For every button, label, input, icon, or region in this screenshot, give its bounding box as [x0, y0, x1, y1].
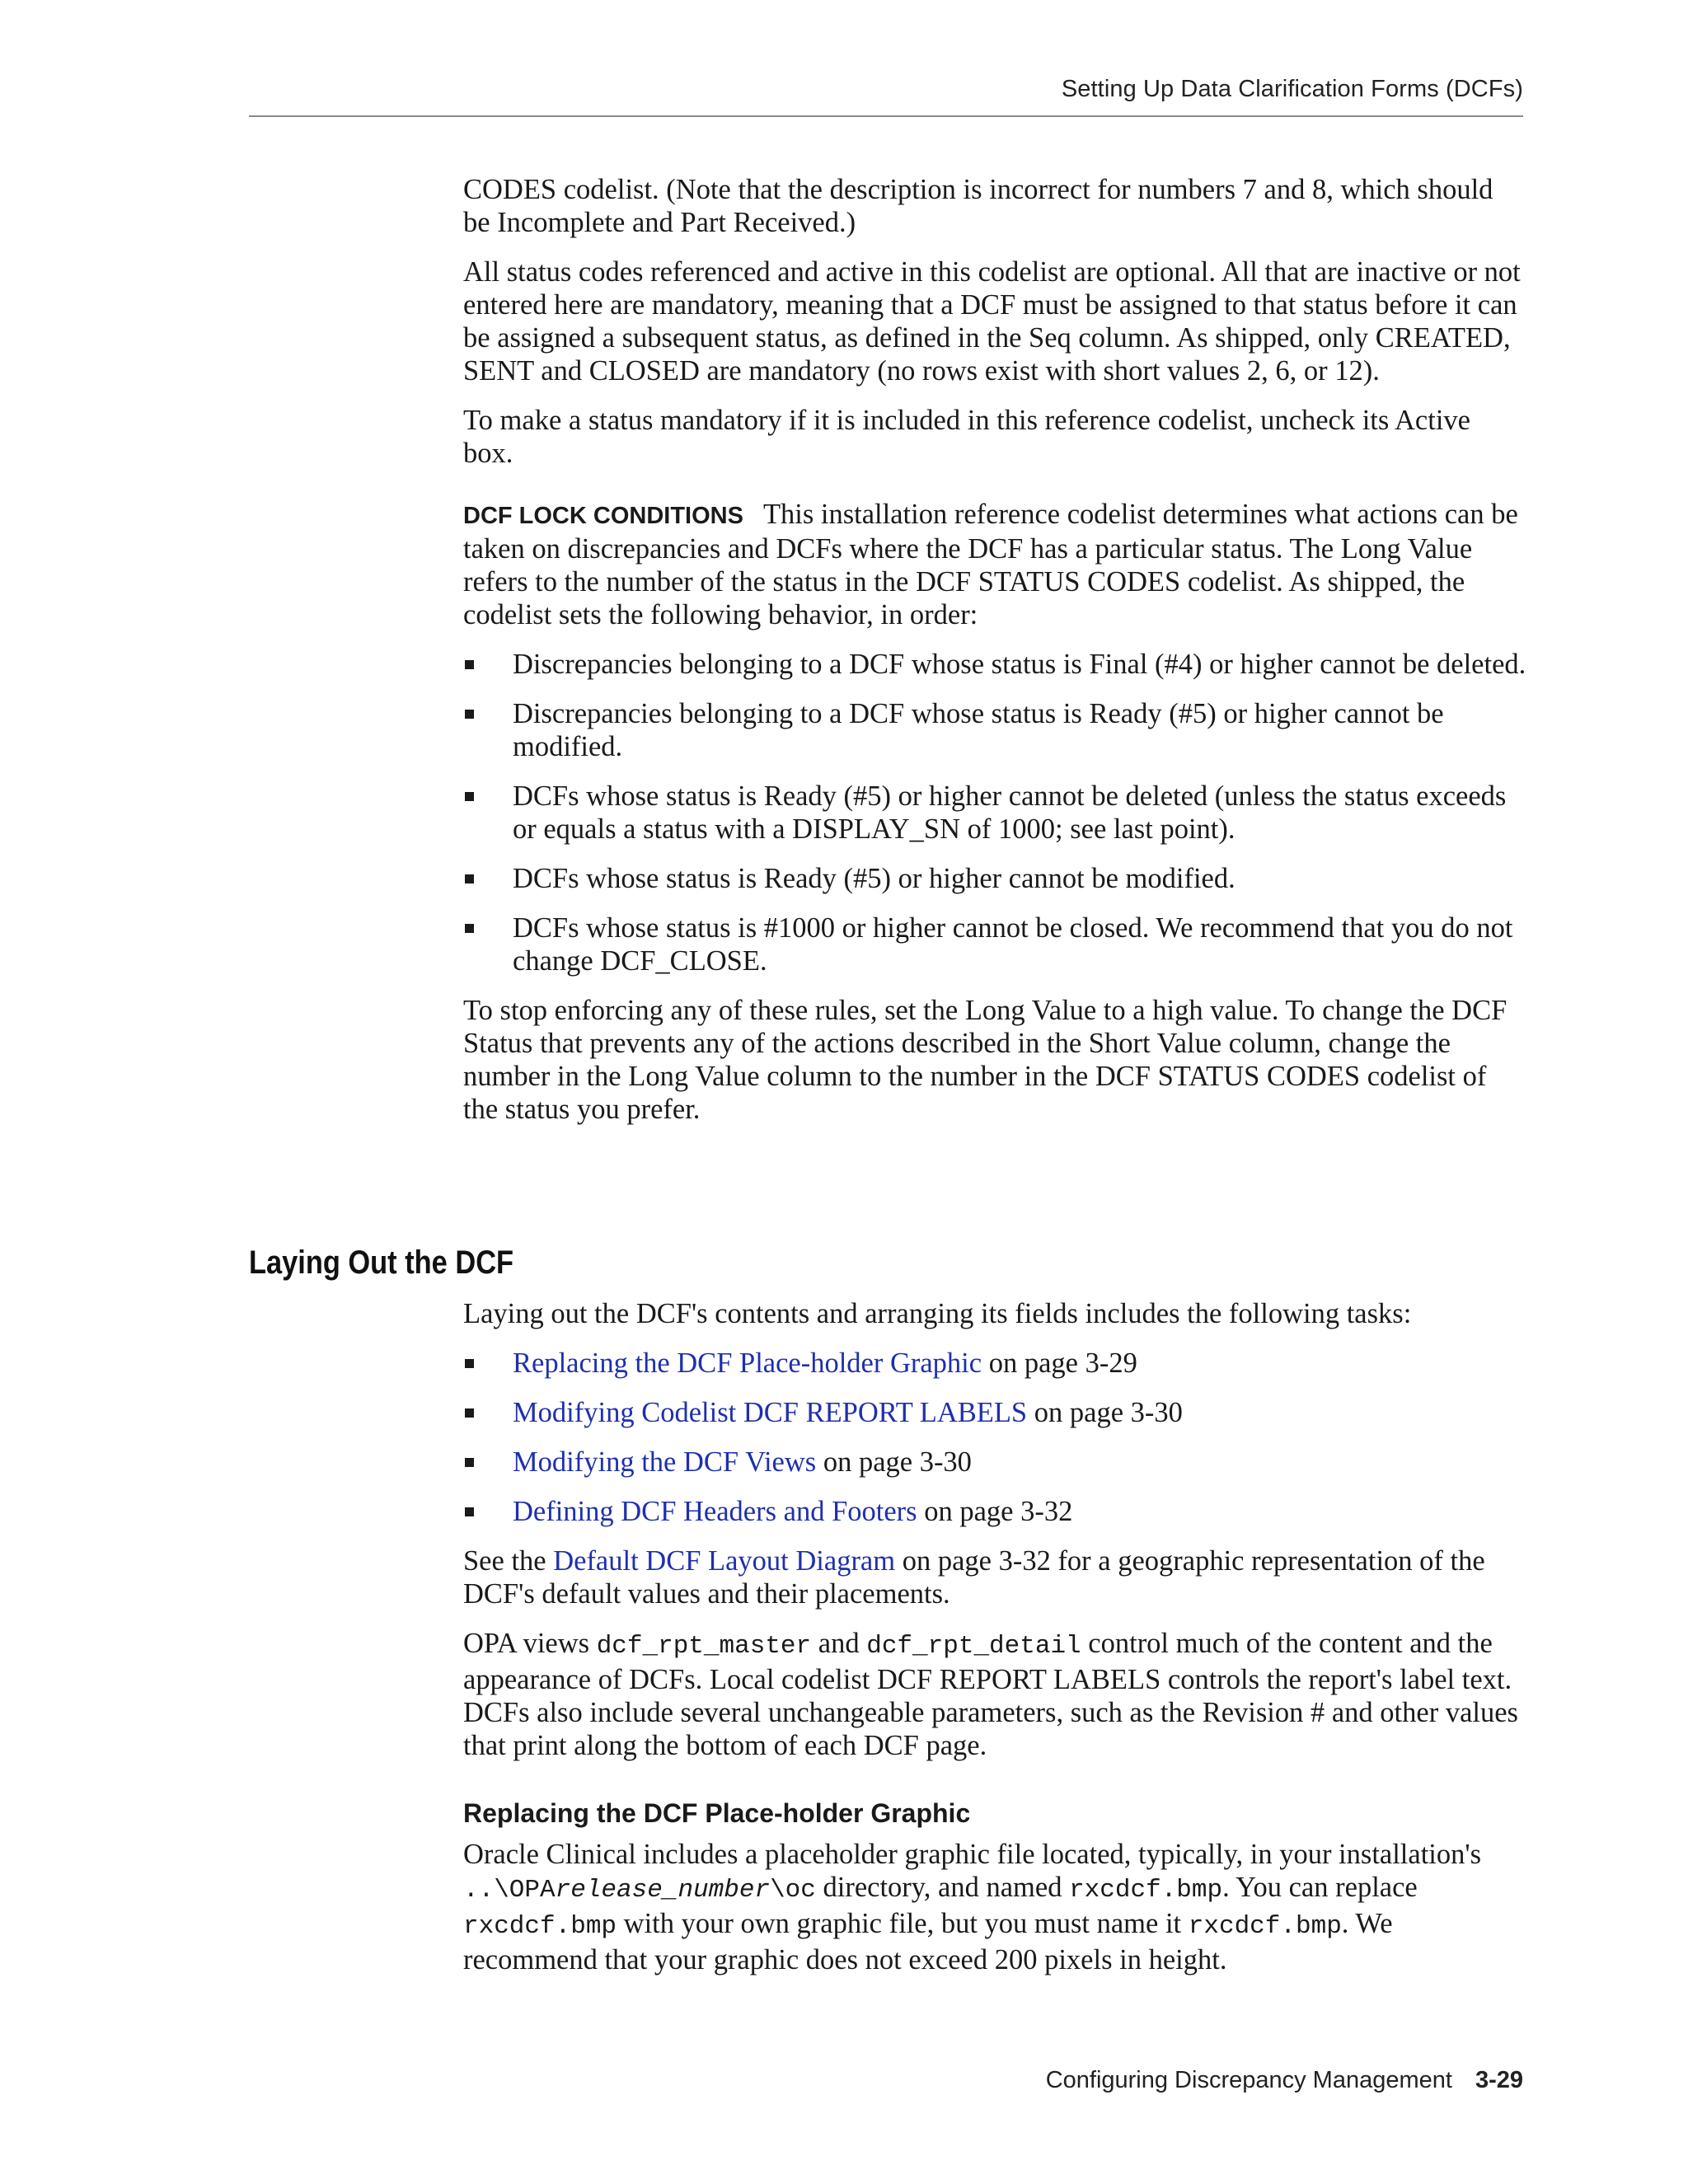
list-item-text: Discrepancies belonging to a DCF whose status is Final (#4) or higher cannot be deleted. [513, 649, 1526, 680]
link-report-labels[interactable]: Modifying Codelist DCF REPORT LABELS [513, 1397, 1028, 1428]
square-bullet-icon [465, 792, 474, 801]
footer-chapter-title: Configuring Discrepancy Management [1045, 2067, 1452, 2093]
paragraph-see-layout [463, 1544, 1526, 1610]
link-replacing-graphic[interactable]: Replacing the DCF Place-holder Graphic [513, 1347, 982, 1379]
square-bullet-icon [465, 1507, 474, 1516]
upper-body [463, 173, 1526, 1142]
list-item-text: DCFs whose status is #1000 or higher cannot be closed. We recommend that you do not change DCF_CLOSE. [513, 912, 1513, 977]
path-variable: release_number [555, 1876, 771, 1905]
square-bullet-icon [465, 1408, 474, 1418]
page-ref: on page 3-32 [917, 1496, 1073, 1527]
running-header: Setting Up Data Clarification Forms (DCFs) [1061, 76, 1523, 102]
paragraph-placeholder-graphic [463, 1838, 1526, 1976]
list-item [463, 1396, 1526, 1429]
code-view-master: dcf_rpt_master [596, 1632, 812, 1661]
code-view-detail: dcf_rpt_detail [866, 1632, 1081, 1661]
text-fragment: Oracle Clinical includes a placeholder graphic file located, typically, in your installation's [463, 1839, 1482, 1870]
text-fragment: and [811, 1628, 867, 1659]
list-item-text: DCFs whose status is Ready (#5) or higher cannot be modified. [513, 863, 1236, 894]
page-ref: on page 3-30 [1027, 1397, 1183, 1428]
list-item [463, 1446, 1526, 1479]
code-directory-path [463, 1876, 816, 1905]
list-item-text: Discrepancies belonging to a DCF whose status is Ready (#5) or higher cannot be modified. [513, 698, 1444, 762]
list-item [463, 862, 1526, 895]
text-fragment: control much of the content and the appearance of DCFs. Local codelist DCF REPORT LABELS controls the report's label text. DCFs also include several unchangeable parameters, such as the Revision # and other values that print along the bottom of each DCF page. [463, 1628, 1518, 1761]
subsection-title: Replacing the DCF Place-holder Graphic [463, 1798, 971, 1828]
list-item [463, 1495, 1526, 1528]
lock-conditions-list [463, 648, 1526, 977]
list-item [463, 697, 1526, 763]
text-fragment: . You can replace [1222, 1872, 1418, 1903]
link-default-layout-diagram[interactable]: Default DCF Layout Diagram [553, 1545, 896, 1577]
text-fragment: with your own graphic file, but you must name it [617, 1908, 1189, 1939]
paragraph-codes-note: CODES codelist. (Note that the description is incorrect for numbers 7 and 8, which should be Incomplete and Part Received.) [463, 174, 1493, 238]
page-footer [1046, 2067, 1523, 2094]
list-item [463, 1347, 1526, 1380]
page-ref: on page 3-30 [816, 1446, 972, 1478]
page-number: 3-29 [1475, 2067, 1523, 2093]
section-title: Laying Out the DCF [249, 1244, 514, 1281]
square-bullet-icon [465, 710, 474, 719]
code-filename: rxcdcf.bmp [1069, 1876, 1223, 1905]
paragraph-make-mandatory: To make a status mandatory if it is included in this reference codelist, uncheck its Active box. [463, 405, 1470, 469]
square-bullet-icon [465, 1359, 474, 1368]
paragraph-status-optional: All status codes referenced and active in this codelist are optional. All that are inactive or not entered here are mandatory, meaning that a DCF must be assigned to that status before it can be assigned a subsequent status, as defined in the Seq column. As shipped, only CREATED, SENT and CLOSED are mandatory (no rows exist with short values 2, 6, or 12). [463, 256, 1521, 387]
text-fragment: on page 3-32 for a geographic representation of the DCF's default values and their placements. [463, 1545, 1485, 1610]
page-ref: on page 3-29 [982, 1347, 1137, 1379]
lock-conditions-text: This installation reference codelist determines what actions can be taken on discrepancies and DCFs where the DCF has a particular status. The Long Value refers to the number of the status in the DCF STATUS CODES codelist. As shipped, the codelist sets the following behavior, in order: [463, 499, 1518, 630]
paragraph-opa-views [463, 1627, 1526, 1762]
square-bullet-icon [465, 924, 474, 933]
square-bullet-icon [465, 1458, 474, 1467]
square-bullet-icon [465, 874, 474, 883]
list-item [463, 912, 1526, 977]
paragraph-stop-enforcing: To stop enforcing any of these rules, set the Long Value to a high value. To change the DCF Status that prevents any of the actions described in the Short Value column, change the number in the Long Value column to the number in the DCF STATUS CODES codelist of the status you prefer. [463, 995, 1507, 1125]
header-rule [249, 115, 1523, 117]
list-item [463, 648, 1526, 681]
lock-conditions-heading: DCF LOCK CONDITIONS [463, 503, 743, 529]
path-part: ..\OPA [463, 1876, 556, 1905]
text-fragment: See the [463, 1545, 554, 1577]
text-fragment: directory, and named [815, 1872, 1070, 1903]
code-filename: rxcdcf.bmp [1188, 1912, 1342, 1941]
task-list [463, 1347, 1526, 1528]
code-filename: rxcdcf.bmp [463, 1912, 617, 1941]
link-dcf-views[interactable]: Modifying the DCF Views [513, 1446, 817, 1478]
list-item [463, 780, 1526, 846]
square-bullet-icon [465, 660, 474, 669]
text-fragment: OPA views [463, 1628, 597, 1659]
text-fragment: . We recommend that your graphic does not exceed 200 pixels in height. [463, 1908, 1393, 1975]
paragraph-section-intro: Laying out the DCF's contents and arranging its fields includes the following tasks: [463, 1298, 1412, 1329]
path-part: \oc [770, 1876, 816, 1905]
link-headers-footers[interactable]: Defining DCF Headers and Footers [513, 1496, 917, 1527]
list-item-text: DCFs whose status is Ready (#5) or higher cannot be deleted (unless the status exceeds or equals a status with a DISPLAY_SN of 1000; see last point). [513, 780, 1507, 845]
paragraph-lock-conditions [463, 498, 1526, 631]
lower-body [463, 1297, 1526, 1993]
